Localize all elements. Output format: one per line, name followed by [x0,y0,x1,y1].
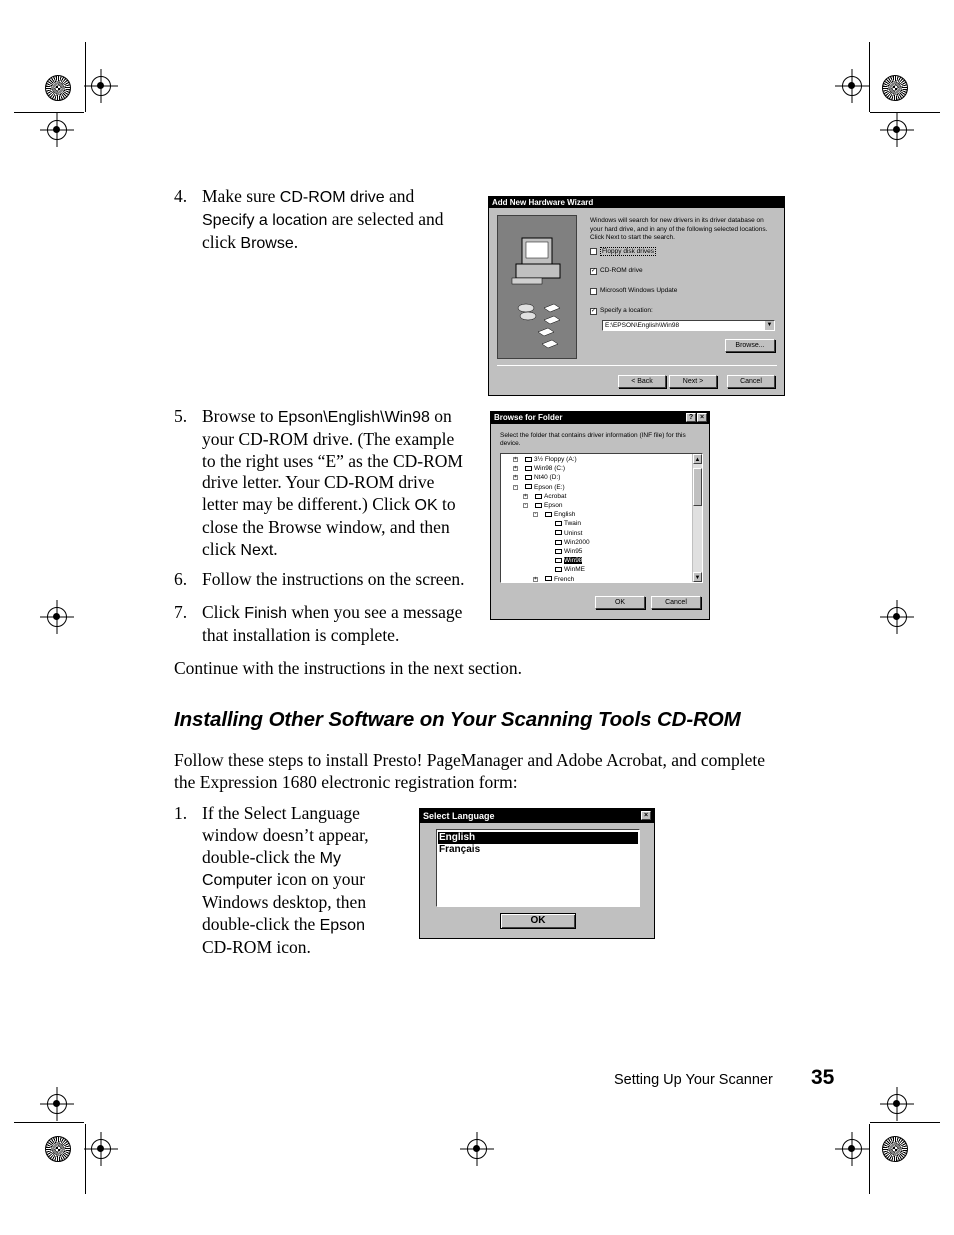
cancel-button[interactable]: Cancel [727,375,775,388]
checkbox[interactable]: ✓ [591,268,597,274]
tree-item[interactable] [555,538,590,547]
tree-item-label: Acrobat [544,492,567,500]
step-6: 6. Follow the instructions on the screen. [174,569,465,589]
intro-paragraph: Follow these steps to install Presto! PageManager and Adobe Acrobat, and complete the Expression 1680 electronic registration form: [174,750,765,792]
tree-item-label: Twain [564,520,581,528]
step-1: 1. If the Select Language window doesn’t appear, double-click the My Computer icon on your Windows desktop, then double-click the Epson CD-ROM icon. [174,803,369,957]
back-button[interactable]: < Back [618,375,666,388]
tree-item-label: Epson (E:) [534,483,565,491]
tree-item-label: Uninst [564,529,583,537]
folder-icon [525,484,532,489]
tree-item[interactable] [555,529,582,538]
registration-mark-icon [47,1094,67,1114]
tree-item[interactable] [524,501,563,510]
tree-item-label: Win95 [564,548,583,555]
tree-item[interactable] [534,575,575,583]
tree-item[interactable] [524,492,567,501]
tree-item-label: WinME [564,566,585,574]
expand-icon[interactable]: + [514,465,517,472]
browse-description: Select the folder that contains driver information (INF file) for this [500,432,686,439]
language-list[interactable] [436,829,640,907]
checkbox[interactable] [590,288,597,295]
add-new-hardware-wizard: Add New Hardware Wizard Windows will search for new drivers in its driver database on your hard drive, and in any of the following selected locations. Click Next to start the search. Floppy disk drives ✓ CD-ROM drive Microsoft Windows Update ✓ Specify a location: E:\EPSON\English\Win98 ▼ Browse... < Back Next > Cancel [488,196,785,396]
registration-burst-icon [45,1136,71,1162]
registration-mark-icon [842,1139,862,1159]
expand-icon[interactable]: - [534,511,537,518]
language-title: Select Language × [420,809,654,823]
wizard-description: Windows will search for new drivers in its driver database on [590,217,764,224]
folder-icon [535,494,542,499]
folder-tree[interactable] [500,453,703,583]
registration-burst-icon [45,75,71,101]
registration-burst-icon [882,75,908,101]
close-icon[interactable]: × [641,811,651,820]
cancel-button[interactable]: Cancel [651,596,701,609]
registration-mark-icon [91,1139,111,1159]
scroll-thumb[interactable] [693,468,702,506]
section-heading: Installing Other Software on Your Scanning Tools CD-ROM [174,708,741,731]
folder-icon [525,475,532,480]
tree-item[interactable] [534,510,576,519]
expand-icon[interactable]: + [514,474,517,481]
registration-mark-icon [91,76,111,96]
expand-icon[interactable]: + [524,492,527,499]
step-number: 7. [174,602,188,622]
step-number: 6. [174,569,188,589]
next-button[interactable]: Next > [669,375,717,388]
folder-icon [535,503,542,508]
folder-icon [555,521,562,526]
select-language-dialog [419,808,655,939]
tree-item-label: French [554,575,575,583]
folder-icon [525,457,532,462]
folder-icon [545,576,552,581]
tree-item-label: English [554,511,576,519]
close-icon[interactable]: × [697,413,707,422]
tree-item-label: 3½ Floppy (A:) [534,456,577,463]
tree-item[interactable] [514,464,566,473]
folder-icon [545,512,552,517]
scroll-down-icon[interactable]: ▼ [693,572,702,582]
language-option-french[interactable]: Français [439,844,481,855]
tree-item-label: Win2000 [564,538,590,546]
tree-item[interactable] [514,455,577,464]
ok-button[interactable]: OK [500,913,576,929]
tree-item-label: Win98 (C:) [534,465,566,473]
folder-icon [555,549,562,554]
step-7: 7. Click Finish when you see a message that installation is complete. [174,602,463,645]
step-number: 5. [174,406,188,426]
browse-title: Browse for Folder ? × [491,412,709,424]
tree-item[interactable] [555,556,582,565]
scroll-up-icon[interactable]: ▲ [693,454,702,464]
registration-mark-icon [887,607,907,627]
expand-icon[interactable]: + [534,575,537,582]
continue-text: Continue with the instructions in the next section. [174,658,523,678]
folder-icon [555,540,562,545]
tree-scrollbar[interactable] [692,454,702,582]
browse-for-folder-dialog: Browse for Folder ? × Select the folder that contains driver information (INF file) for this device. + 3½ Floppy (A:) + Win98 (C:) + Nt40 (D:) - Epson (E:) + Acrobat - Epson - English Twain Uninst Win2000 Win95 Win98 WinME + French ▲ ▼ OK Cancel [490,411,710,620]
browse-button[interactable]: Browse... [725,339,775,352]
step-5: 5. Browse to Epson\English\Win98 on your CD-ROM drive. (The example to the right uses “E” as the CD-ROM drive letter. Your CD-ROM drive letter may be different.) Click OK to close the Browse window, and then click Next. [174,406,463,559]
tree-item-label: Nt40 (D:) [534,474,561,482]
expand-icon[interactable]: - [514,483,517,490]
registration-burst-icon [882,1136,908,1162]
help-icon[interactable]: ? [686,413,696,422]
tree-item[interactable] [555,565,585,574]
registration-mark-icon [467,1139,487,1159]
registration-mark-icon [887,120,907,140]
wizard-title: Add New Hardware Wizard [489,197,784,208]
tree-item[interactable] [555,547,582,556]
tree-item[interactable] [514,483,565,492]
step-number: 1. [174,803,188,823]
registration-mark-icon [47,120,67,140]
step-number: 4. [174,186,188,206]
tree-item[interactable] [555,519,581,528]
ok-button[interactable]: OK [595,596,645,609]
folder-icon [555,558,562,563]
page-number: 35 [811,1066,835,1089]
folder-icon [525,466,532,471]
expand-icon[interactable]: + [514,456,517,462]
checkbox[interactable]: ✓ [591,308,597,314]
expand-icon[interactable]: - [524,502,527,508]
dropdown-arrow-icon[interactable]: ▼ [766,322,773,328]
computer-cd-icon [498,216,578,360]
folder-icon [555,567,562,572]
location-input[interactable]: E:\EPSON\English\Win98 ▼ [602,320,775,331]
tree-item[interactable] [514,473,561,482]
wizard-illustration [497,215,577,359]
registration-mark-icon [887,1094,907,1114]
registration-mark-icon [842,76,862,96]
footer-section-title: Setting Up Your Scanner [614,1072,773,1088]
tree-item-label: Win98 [564,557,583,565]
step-4: 4. Make sure CD-ROM drive and Specify a location are selected and click Browse. [174,186,444,252]
checkbox[interactable] [590,248,597,255]
language-option-english[interactable]: English [438,832,638,844]
folder-icon [555,530,562,535]
tree-item-label: Epson [544,502,563,509]
registration-mark-icon [47,607,67,627]
